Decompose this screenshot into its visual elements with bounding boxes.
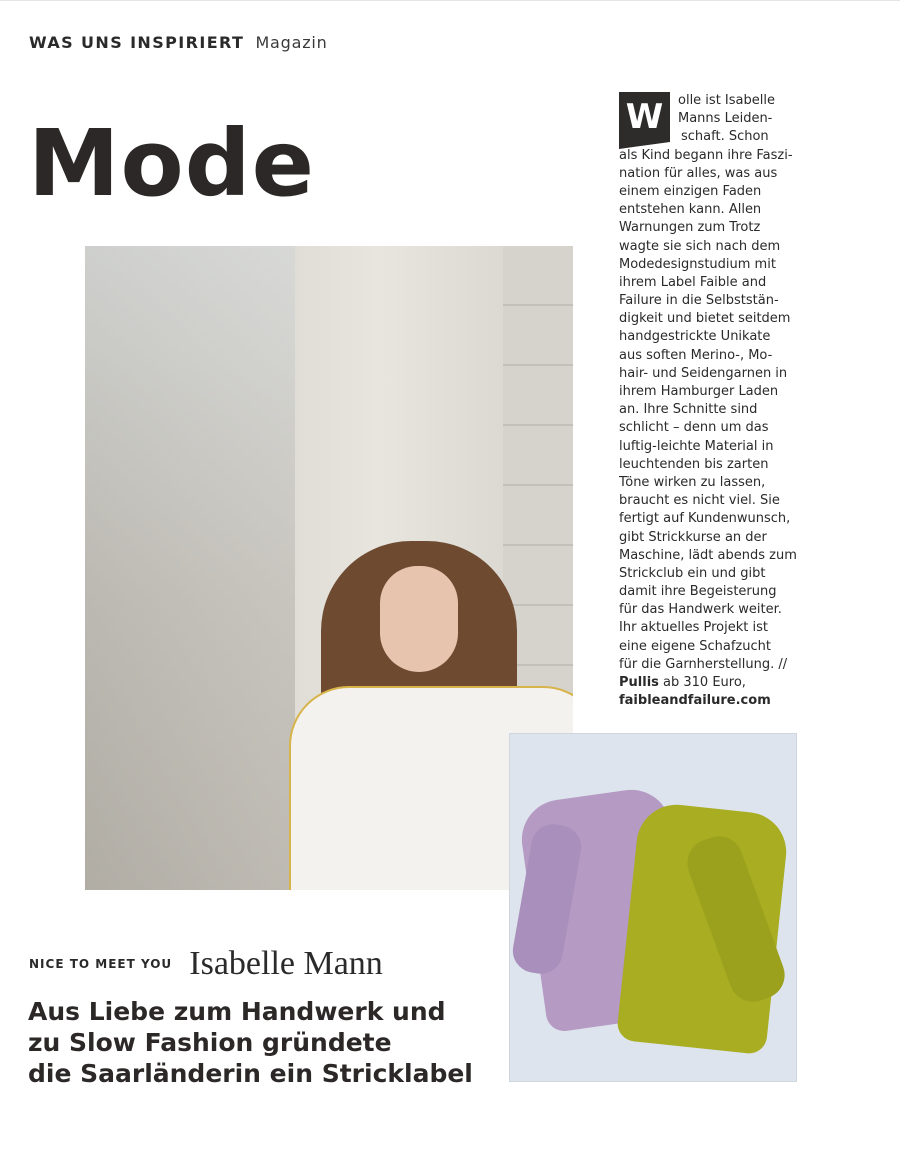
article-line: für die Garnherstellung. // [619, 656, 788, 672]
article-line: Maschine, lädt abends zum [619, 547, 797, 563]
article-line: fertigt auf Kundenwunsch, [619, 511, 791, 527]
headline-line: die Saarländerin ein Stricklabel [28, 1059, 473, 1088]
article-line: leuchtenden bis zarten [619, 456, 769, 472]
article-line: schaft. Schon [681, 129, 769, 145]
article-line: hair- und Seidengarnen in [619, 365, 788, 381]
article-line: Töne wirken zu lassen, [619, 474, 766, 490]
portrait-photo [85, 246, 573, 890]
article-line: Warnungen zum Trotz [619, 220, 761, 236]
drop-cap: W [619, 92, 670, 142]
article-line: luftig-leichte Material in [619, 438, 774, 454]
price-line [619, 674, 799, 692]
page-header [29, 33, 328, 52]
article-line: an. Ihre Schnitte sind [619, 402, 758, 418]
headline-line: zu Slow Fashion gründete [28, 1028, 392, 1057]
person-name: Isabelle Mann [189, 945, 383, 982]
article-line: handgestrickte Unikate [619, 329, 771, 345]
article-line: damit ihre Begeisterung [619, 584, 777, 600]
article-line: entstehen kann. Allen [619, 202, 762, 218]
section-sublabel: Magazin [255, 33, 328, 52]
page-title: Mode [28, 110, 316, 217]
article-line: eine eigene Schafzucht [619, 638, 771, 654]
headline-line: Aus Liebe zum Handwerk und [28, 997, 446, 1026]
website-link[interactable]: faibleandfailure.com [619, 693, 771, 709]
article-line: als Kind begann ihre Faszi- [619, 147, 793, 163]
article-body [619, 92, 799, 710]
intro-row [29, 945, 383, 983]
article-line: schlicht – denn um das [619, 420, 769, 436]
article-line: Strickclub ein und gibt [619, 565, 766, 581]
article-line: Manns Leiden- [678, 111, 773, 127]
article-line: Modedesignstudium mit [619, 256, 776, 272]
article-line: ihrem Hamburger Laden [619, 384, 779, 399]
price-text: ab 310 Euro, [658, 675, 746, 690]
article-line: wagte sie sich nach dem [619, 238, 781, 254]
article-line: Failure in die Selbststän- [619, 293, 779, 309]
article-line: nation für alles, was aus [619, 165, 778, 181]
article-line: Ihr aktuelles Projekt ist [619, 620, 768, 636]
article-headline [28, 996, 498, 1089]
section-label: WAS UNS INSPIRIERT [29, 33, 245, 52]
portrait-face [380, 566, 458, 672]
intro-kicker: NICE TO MEET YOU [29, 957, 173, 971]
price-product: Pullis [619, 675, 659, 690]
article-line: braucht es nicht viel. Sie [619, 493, 780, 509]
article-line: einem einzigen Faden [619, 183, 762, 199]
article-line: olle ist Isabelle [678, 93, 775, 108]
article-line: aus soften Merino-, Mo- [619, 347, 773, 363]
shop-window-reflection [85, 246, 295, 890]
article-line: für das Handwerk weiter. [619, 602, 782, 618]
page-top-rule [0, 0, 900, 1]
article-line: gibt Strickkurse an der [619, 529, 767, 545]
sweater-photo [509, 733, 797, 1082]
article-line: digkeit und bietet seitdem [619, 311, 791, 327]
article-line: ihrem Label Faible and [619, 274, 767, 290]
